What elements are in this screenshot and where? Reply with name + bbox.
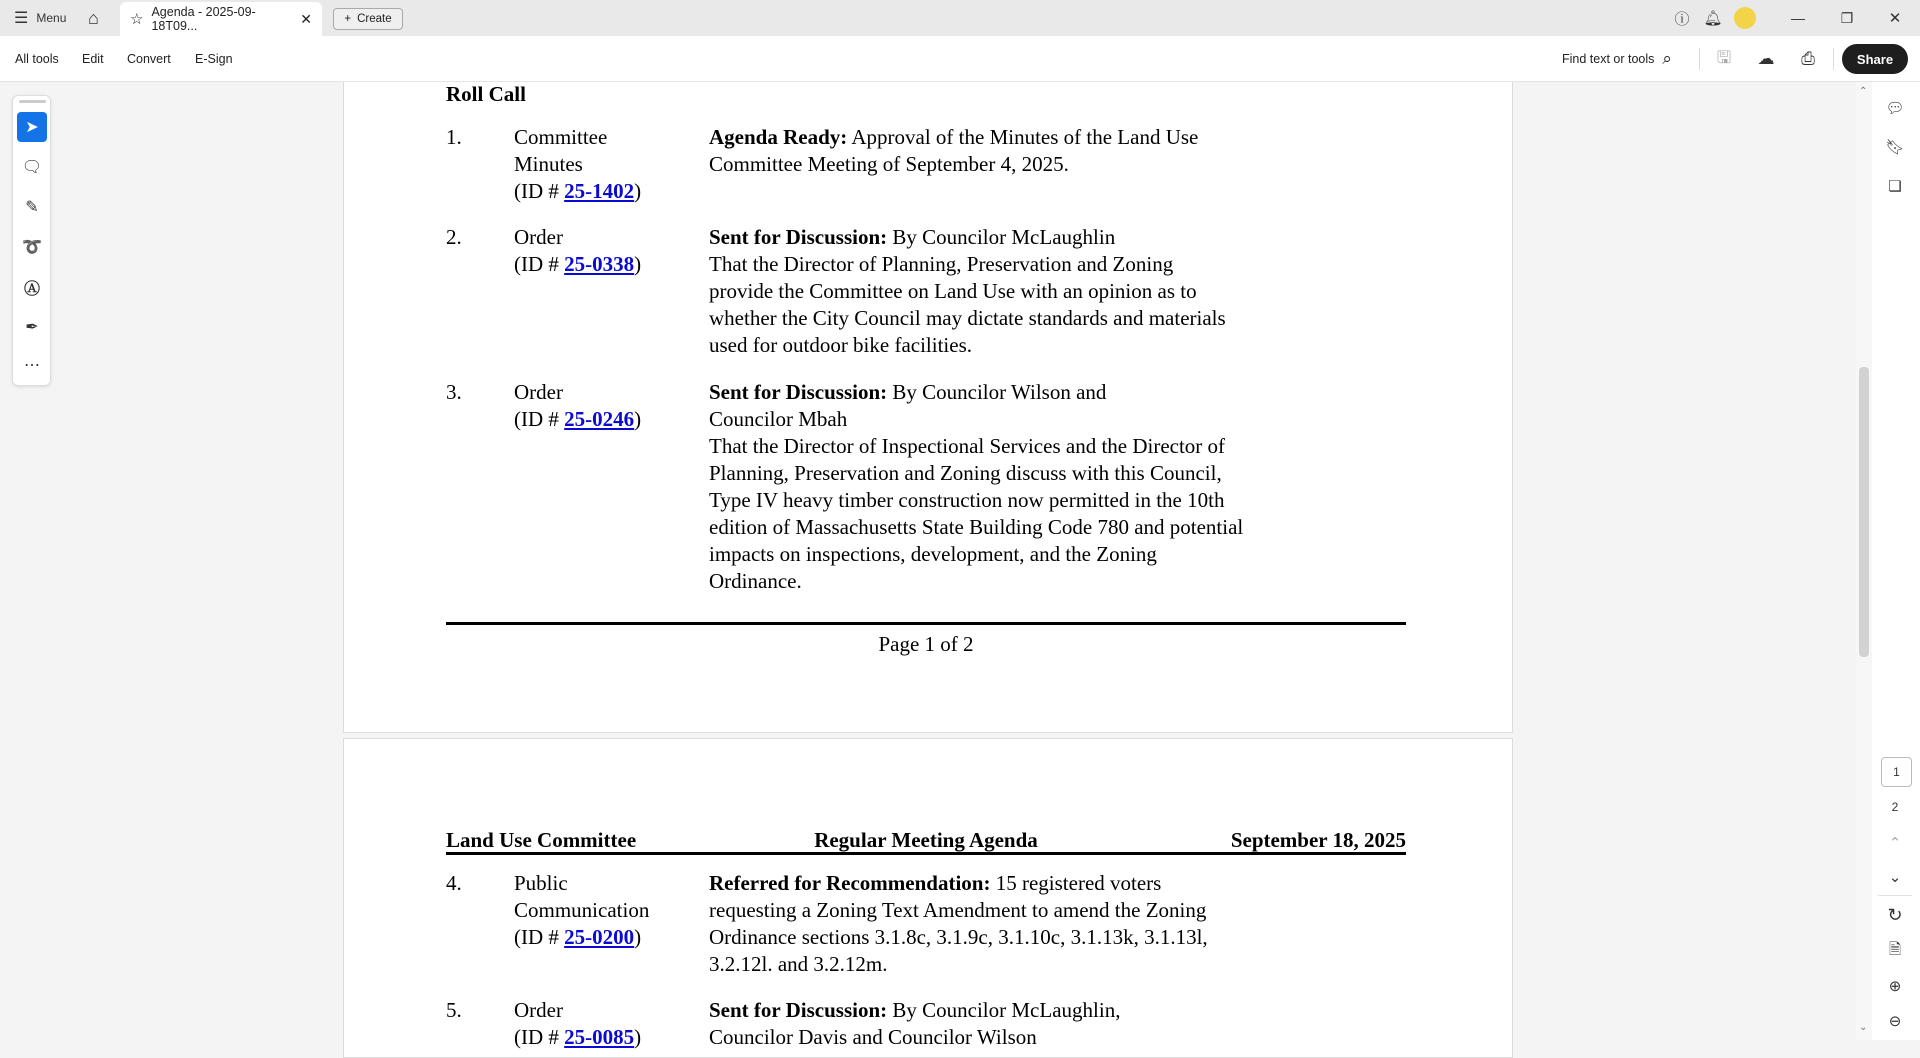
item-number: 1. — [446, 125, 462, 149]
item-description — [709, 124, 1229, 178]
item-text: Approval of the Minutes of the Land Use Committee Meeting of September 4, 2025. — [709, 125, 1199, 176]
print-icon[interactable]: ⎙ — [1801, 49, 1815, 68]
item-id-link[interactable]: 25-0085 — [564, 1025, 635, 1049]
item-number: 5. — [446, 998, 462, 1022]
id-prefix: (ID # — [514, 1025, 565, 1049]
id-prefix: (ID # — [514, 925, 565, 949]
divider — [1878, 895, 1912, 896]
item-id-link[interactable]: 25-1402 — [564, 179, 635, 203]
item-description — [709, 224, 1234, 359]
item-type — [514, 124, 694, 205]
drag-handle[interactable] — [19, 100, 46, 103]
item-type — [514, 379, 694, 433]
item-type-line: Committee — [514, 125, 608, 149]
item-text: By Councilor McLaughlin — [887, 225, 1116, 249]
item-text: By Councilor McLaughlin, Councilor Davis and Councilor Wilson — [709, 998, 1121, 1049]
select-cursor-icon[interactable]: ➤ — [17, 112, 47, 142]
save-icon[interactable]: 🖫 — [1716, 47, 1732, 67]
menu-edit[interactable]: Edit — [82, 52, 104, 66]
id-suffix: ) — [634, 252, 642, 276]
item-body: That the Director of Inspectional Services and the Director of Planning, Preservation and Zoning discuss with this Council, Type IV heavy timber construction now permitted in the 10th edition of Massachusetts State Building Code 780 and potential impacts on inspections, development, and the Zoning Ordinance. — [709, 434, 1244, 593]
page-2-button[interactable]: 2 — [1891, 800, 1899, 814]
item-number: 2. — [446, 225, 462, 249]
item-id — [514, 178, 694, 205]
divider — [1699, 48, 1700, 70]
quick-tools-panel — [12, 95, 51, 386]
hamburger-icon: ☰ — [14, 10, 29, 27]
item-id — [514, 406, 694, 433]
right-sidebar — [1872, 82, 1920, 1040]
tab-title: Agenda - 2025-09-18T09... — [151, 5, 256, 33]
menu-convert[interactable]: Convert — [127, 52, 171, 66]
item-text: By Councilor Wilson and Councilor Mbah — [709, 380, 1107, 431]
item-status: Sent for Discussion: — [709, 225, 888, 249]
bell-icon[interactable]: 🔔︎ — [1703, 10, 1723, 27]
share-button[interactable]: Share — [1842, 44, 1908, 74]
item-number: 3. — [446, 380, 462, 404]
item-status: Sent for Discussion: — [709, 380, 888, 404]
id-suffix: ) — [634, 1025, 642, 1049]
header-rule — [446, 852, 1406, 855]
title-bar — [0, 0, 1920, 36]
pages-icon[interactable]: ❏ — [1888, 178, 1902, 195]
draw-lasso-icon[interactable]: ➰ — [22, 239, 42, 256]
item-id-link[interactable]: 25-0246 — [564, 407, 635, 431]
rotate-icon[interactable]: ↻ — [1887, 904, 1903, 925]
footer-rule — [446, 622, 1406, 625]
item-type-line: Communication — [514, 898, 650, 922]
highlight-pen-icon[interactable]: ✎ — [25, 199, 39, 216]
sign-pen-icon[interactable]: ✒ — [25, 319, 39, 336]
more-tools-icon[interactable]: ⋯ — [24, 357, 40, 374]
item-body: That the Director of Planning, Preservation and Zoning provide the Committee on Land Use with an opinion as to whether the City Council may dictate standards and materials used for outdoor bike facilities. — [709, 252, 1226, 357]
section-heading: Roll Call — [446, 82, 526, 106]
menu-e-sign[interactable]: E-Sign — [195, 52, 233, 66]
fit-page-icon[interactable]: 🗎 — [1888, 940, 1902, 958]
home-icon[interactable]: ⌂ — [88, 7, 99, 28]
search-icon: ⌕ — [1662, 49, 1672, 68]
document-tab[interactable] — [120, 2, 322, 36]
item-description — [709, 870, 1224, 978]
item-description — [709, 997, 1209, 1051]
id-suffix: ) — [634, 407, 642, 431]
comment-panel-icon[interactable]: 💬︎ — [1885, 100, 1905, 117]
zoom-in-icon[interactable]: ⊕ — [1888, 978, 1902, 995]
star-icon[interactable]: ☆ — [130, 11, 144, 28]
page-1-button[interactable]: 1 — [1881, 757, 1912, 787]
item-type-line: Order — [514, 998, 563, 1022]
main-toolbar — [0, 36, 1920, 82]
id-suffix: ) — [634, 925, 642, 949]
scrollbar-thumb[interactable] — [1859, 367, 1869, 657]
cloud-upload-icon[interactable]: ☁ — [1757, 49, 1775, 68]
close-tab-icon[interactable]: ✕ — [300, 10, 312, 27]
scroll-down-icon[interactable]: ⌄ — [1859, 1022, 1868, 1033]
id-prefix: (ID # — [514, 252, 565, 276]
find-label: Find text or tools — [1562, 52, 1655, 66]
help-icon[interactable]: ⓘ — [1674, 10, 1690, 28]
item-type-line: Minutes — [514, 152, 583, 176]
item-type-line: Public — [514, 871, 568, 895]
id-suffix: ) — [634, 179, 642, 203]
previous-page-icon[interactable]: ⌃ — [1888, 835, 1902, 852]
menu-all-tools[interactable]: All tools — [15, 52, 59, 66]
item-status: Referred for Recommendation: — [709, 871, 991, 895]
create-label: Create — [357, 13, 392, 25]
minimize-icon[interactable]: — — [1791, 10, 1805, 26]
text-box-icon[interactable]: Ⓐ — [23, 280, 40, 298]
page-footer: Page 1 of 2 — [878, 632, 974, 656]
header-committee: Land Use Committee — [446, 828, 637, 852]
menu-button[interactable] — [14, 0, 66, 36]
zoom-out-icon[interactable]: ⊖ — [1888, 1013, 1902, 1030]
menu-label: Menu — [36, 11, 67, 25]
item-status: Sent for Discussion: — [709, 998, 888, 1022]
item-id — [514, 1024, 694, 1051]
item-id-link[interactable]: 25-0200 — [564, 925, 635, 949]
item-type — [514, 224, 694, 278]
item-number: 4. — [446, 871, 462, 895]
id-prefix: (ID # — [514, 179, 565, 203]
close-window-icon[interactable]: ✕ — [1888, 10, 1902, 27]
item-text: 15 registered voters requesting a Zoning Text Amendment to amend the Zoning Ordinance sections 3.1.8c, 3.1.9c, 3.1.10c, 3.1.13k, 3.1.13l, 3.2.12l. and 3.2.12m. — [709, 871, 1208, 976]
scroll-up-icon[interactable]: ⌃ — [1859, 86, 1868, 97]
create-button[interactable] — [333, 8, 403, 30]
item-id — [514, 924, 694, 951]
plus-icon: + — [344, 13, 352, 25]
bookmark-icon[interactable]: 🔖︎ — [1885, 139, 1905, 156]
avatar[interactable] — [1734, 7, 1756, 29]
item-status: Agenda Ready: — [709, 125, 848, 149]
header-date: September 18, 2025 — [1230, 828, 1406, 852]
comment-icon[interactable]: 🗨︎ — [21, 159, 43, 176]
header-title: Regular Meeting Agenda — [814, 828, 1038, 852]
divider — [1833, 48, 1834, 70]
item-id-link[interactable]: 25-0338 — [564, 252, 635, 276]
restore-icon[interactable]: ❐ — [1840, 9, 1854, 26]
find-text-button[interactable] — [1562, 36, 1672, 82]
next-page-icon[interactable]: ⌄ — [1888, 869, 1902, 886]
item-type — [514, 870, 694, 951]
item-type — [514, 997, 694, 1051]
item-description — [709, 379, 1249, 595]
item-id — [514, 251, 694, 278]
id-prefix: (ID # — [514, 407, 565, 431]
vertical-scrollbar[interactable] — [1856, 82, 1872, 1040]
item-type-line: Order — [514, 225, 563, 249]
item-type-line: Order — [514, 380, 563, 404]
